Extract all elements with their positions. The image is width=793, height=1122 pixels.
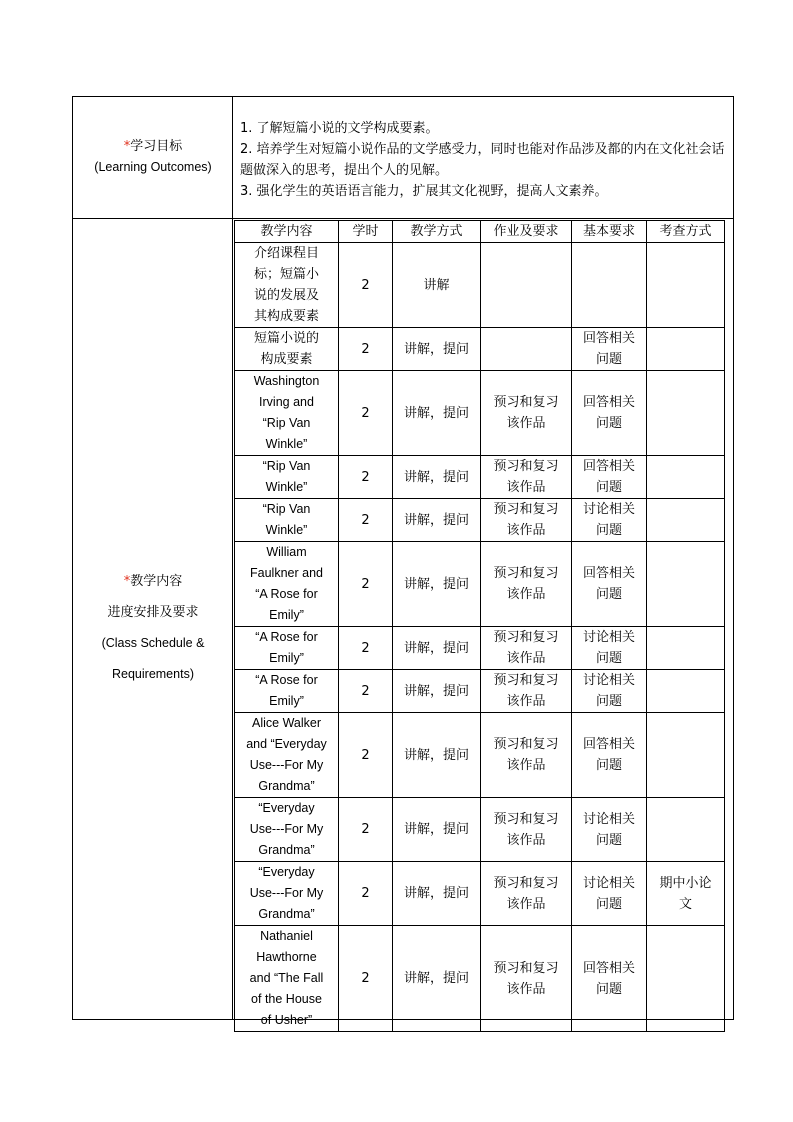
table-row <box>235 862 725 926</box>
section-divider <box>72 218 734 219</box>
row-hours: 2 <box>339 456 393 499</box>
row-hours: 2 <box>339 798 393 862</box>
outcome-item: 3. 强化学生的英语语言能力，扩展其文化视野，提高人文素养。 <box>240 184 608 199</box>
schedule-label-en-2: Requirements) <box>112 667 194 681</box>
row-hours: 2 <box>339 713 393 798</box>
row-hours: 2 <box>339 926 393 1032</box>
row-basic: 回答相关问题 <box>572 456 647 499</box>
row-method: 讲解，提问 <box>393 328 481 371</box>
row-assessment: 期中小论文 <box>647 862 725 926</box>
row-homework: 预习和复习该作品 <box>481 542 572 627</box>
row-method: 讲解，提问 <box>393 627 481 670</box>
table-row <box>235 456 725 499</box>
row-method: 讲解，提问 <box>393 862 481 926</box>
header-homework: 作业及要求 <box>481 221 572 243</box>
row-assessment <box>647 670 725 713</box>
table-row <box>235 798 725 862</box>
learning-outcomes-label-en: (Learning Outcomes) <box>94 160 212 174</box>
table-row <box>235 499 725 542</box>
header-assessment: 考查方式 <box>647 221 725 243</box>
row-assessment <box>647 627 725 670</box>
header-method: 教学方式 <box>393 221 481 243</box>
row-basic <box>572 243 647 328</box>
row-method: 讲解，提问 <box>393 499 481 542</box>
row-content: “A Rose for Emily” <box>235 670 339 713</box>
row-hours: 2 <box>339 499 393 542</box>
row-assessment <box>647 371 725 456</box>
row-hours: 2 <box>339 670 393 713</box>
table-row <box>235 670 725 713</box>
row-homework: 预习和复习该作品 <box>481 371 572 456</box>
row-basic: 讨论相关问题 <box>572 862 647 926</box>
row-basic: 讨论相关问题 <box>572 499 647 542</box>
row-assessment <box>647 499 725 542</box>
row-hours: 2 <box>339 371 393 456</box>
row-method: 讲解，提问 <box>393 456 481 499</box>
learning-outcomes-list <box>240 118 728 202</box>
schedule-label-cn-1: 教学内容 <box>130 574 183 589</box>
row-method: 讲解，提问 <box>393 713 481 798</box>
row-hours: 2 <box>339 243 393 328</box>
table-row <box>235 627 725 670</box>
row-hours: 2 <box>339 862 393 926</box>
outcome-item: 1. 了解短篇小说的文学构成要素。 <box>240 121 439 136</box>
row-homework: 预习和复习该作品 <box>481 627 572 670</box>
row-homework: 预习和复习该作品 <box>481 670 572 713</box>
row-basic: 讨论相关问题 <box>572 670 647 713</box>
table-row <box>235 328 725 371</box>
row-method: 讲解，提问 <box>393 798 481 862</box>
row-homework: 预习和复习该作品 <box>481 926 572 1032</box>
row-assessment <box>647 713 725 798</box>
row-content: William Faulkner and “A Rose for Emily” <box>235 542 339 627</box>
row-basic: 讨论相关问题 <box>572 798 647 862</box>
row-basic: 回答相关问题 <box>572 713 647 798</box>
row-content: “A Rose for Emily” <box>235 627 339 670</box>
row-method: 讲解，提问 <box>393 542 481 627</box>
row-method: 讲解 <box>393 243 481 328</box>
row-homework: 预习和复习该作品 <box>481 456 572 499</box>
column-divider <box>232 96 233 1020</box>
header-content: 教学内容 <box>235 221 339 243</box>
row-content: “Rip Van Winkle” <box>235 499 339 542</box>
row-content: Nathaniel Hawthorne and “The Fall of the House of Usher” <box>235 926 339 1032</box>
required-asterisk: * <box>123 139 131 154</box>
row-hours: 2 <box>339 328 393 371</box>
table-row <box>235 243 725 328</box>
row-homework <box>481 243 572 328</box>
row-assessment <box>647 328 725 371</box>
row-assessment <box>647 542 725 627</box>
row-basic: 回答相关问题 <box>572 542 647 627</box>
schedule-label <box>74 566 232 690</box>
row-basic: 回答相关问题 <box>572 926 647 1032</box>
row-content: 介绍课程目标；短篇小说的发展及其构成要素 <box>235 243 339 328</box>
table-row <box>235 542 725 627</box>
row-homework <box>481 328 572 371</box>
row-content: 短篇小说的构成要素 <box>235 328 339 371</box>
table-row <box>235 371 725 456</box>
table-row <box>235 713 725 798</box>
row-homework: 预习和复习该作品 <box>481 798 572 862</box>
row-hours: 2 <box>339 627 393 670</box>
row-assessment <box>647 243 725 328</box>
header-basic-requirements: 基本要求 <box>572 221 647 243</box>
row-method: 讲解，提问 <box>393 371 481 456</box>
row-method: 讲解，提问 <box>393 670 481 713</box>
row-assessment <box>647 456 725 499</box>
row-content: “Everyday Use---For My Grandma” <box>235 798 339 862</box>
row-assessment <box>647 926 725 1032</box>
schedule-label-cn-2: 进度安排及要求 <box>107 605 199 620</box>
row-homework: 预习和复习该作品 <box>481 499 572 542</box>
outcome-item: 2. 培养学生对短篇小说作品的文学感受力，同时也能对作品涉及都的内在文化社会话题做深入的思考，提出个人的见解。 <box>240 142 725 178</box>
table-row <box>235 926 725 1032</box>
row-assessment <box>647 798 725 862</box>
row-basic: 回答相关问题 <box>572 371 647 456</box>
row-basic: 回答相关问题 <box>572 328 647 371</box>
table-header-row <box>235 221 725 243</box>
row-homework: 预习和复习该作品 <box>481 862 572 926</box>
schedule-label-en-1: (Class Schedule & <box>101 636 205 650</box>
header-hours: 学时 <box>339 221 393 243</box>
learning-outcomes-label-cn: 学习目标 <box>130 139 183 154</box>
row-homework: 预习和复习该作品 <box>481 713 572 798</box>
required-asterisk: * <box>123 574 131 589</box>
schedule-table <box>234 220 725 1032</box>
row-content: Alice Walker and “Everyday Use---For My Grandma” <box>235 713 339 798</box>
learning-outcomes-label <box>74 136 232 178</box>
row-content: “Everyday Use---For My Grandma” <box>235 862 339 926</box>
row-content: Washington Irving and “Rip Van Winkle” <box>235 371 339 456</box>
row-content: “Rip Van Winkle” <box>235 456 339 499</box>
row-method: 讲解，提问 <box>393 926 481 1032</box>
row-hours: 2 <box>339 542 393 627</box>
row-basic: 讨论相关问题 <box>572 627 647 670</box>
